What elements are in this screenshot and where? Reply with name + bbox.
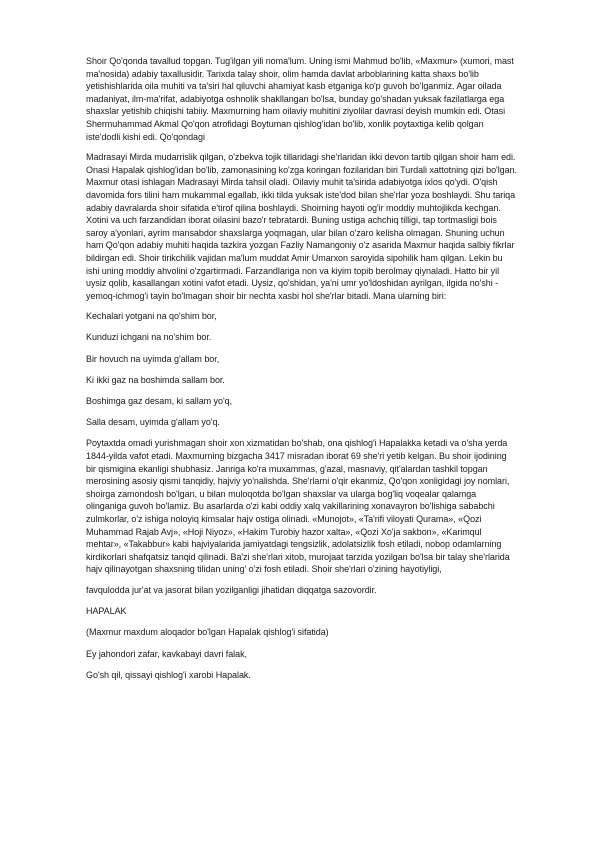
poem-line: Go'sh qil, qissayi qishlog'i xarobi Hapalak. [86, 669, 251, 680]
body-paragraph: Poytaxtda omadi yurishmagan shoir xon xizmatidan bo'shab, ona qishlog'i Hapalakka ketadi va o'sha yerda 1844-yilda vafot etadi. Maxmurning bizgacha 3417 misradan iborat 69 she'ri yetib kelgan. Bu shoir ijodining bir qismigina ekanligi shubhasiz. Janriga ko'ra muxammas, g'azal, masnaviy, qit'alardan tashkil topgan merosining asosiy qismi tanqidiy, hajviy yo'nalishda. She'rlarni o'qir ekanmiz, Qo'qon xonligidagi joy nomlari, shoirga zamondosh bo'lgan, u bilan muloqotda bo'lgan shaxslar va ularga bog'liq voqealar qalamga olinganiga guvoh bo'lamiz. Bu asarlarda o'zi kabi oddiy xalq vakillarining xonavayron bo'lishiga sababchi zulmkorlar, o'z ishiga noloyiq kimsalar hajv ostiga olinadi. «Munojot», «Ta'rifi viloyati Qurama», «Qozi Muhammad Rajab Avj», «Hoji Niyoz», «Hakim Turobiy hazor xalta», «Qozi Xo'ja sakbon», «Karimqul mehtar», «Takabbur» kabi hajviyalarida jamiyatdagi tengsizlik, adolatsizlik fosh etiladi, nobop odamlarning kirdikorlari shafqatsiz tanqid qilinadi. Ba'zi she'rlari xitob, murojaat tarzida yozilgan bo'lsa bir talay she'rlarida hajv qilinayotgan shaxsning tilidan uning' o'zi fosh etiladi. Shoir she'rlari o'zining hayotiyligi, [86, 438, 510, 575]
poem-line: Salla desam, uyimda g'allam yo'q. [86, 417, 220, 428]
poem-line: Kunduzi ichgani na no'shim bor. [86, 332, 212, 343]
section-subtitle: (Maxmur maxdum aloqador bo'lgan Hapalak qishlog'i sifatida) [86, 627, 329, 638]
document-page [86, 55, 518, 690]
body-paragraph: Madrasayi Mirda mudarrislik qilgan, o'zbekva tojik tillaridagi she'rlaridan ikki devon tartib qilgan shoir ham edi. Onasi Hapalak qishlog'idan bo'lib, zamonasining ko'zga koringan fozilaridan biri Turdali xattotning qizi bo'lgan. Maxmur otasi ishlagan Madrasayi Mirda tahsil oladi. Oilaviy muhit ta'sirida adabiyotga ixlos qo'ydi. O'qish davomida fors tilini ham mukammal egallab, ikki tilda yuksak iste'dod bilan she'rlar yoza boshlaydi. Shu tariqa adabiy davralarda shoir sifatida e'tirof qilina boshlaydi. Shoirning hayoti og'ir moddiy muhtojlikda kechgan. Xotini va uch farzandidan iborat oilasini bazo'r tebratardi. Buning ustiga achchiq tilligi, tap tortmasligi bois saroy a'yonlari, ayrim mansabdor shaxslarga yoqmagan, ular bilan o'zaro kelisha olmagan. Shuning uchun ham Qo'qon adabiy muhiti haqida tazkira yozgan Fazliy Namangoniy o'z asarida Maxmur haqida salbiy fikrlar bildirgan edi. Shoir tirikchilik vajidan ma'lum muddat Amir Umarxon saroyida sipohilik ham qilgan. Lekin bu ishi uning moddiy ahvolini o'zgartirmadi. Farzandlariga non va kiyim topib berolmay qiynaladi. Hatto bir yil uysiz qolib, kasallangan xotini vafot etadi. Uysiz, qo'shidan, ya'ni umr yo'ldoshidan ayrilgan, ilgida no'shi - yemoq-ichmog'i tayin bo'lmagan shoir bir nechta xasbi hol she'rlar bitadi. Mana ularning biri: [86, 152, 517, 301]
poem-line: Kechalari yotgani na qo'shim bor, [86, 311, 217, 322]
poem-line: Ey jahondori zafar, kavkabayi davri falak, [86, 648, 247, 659]
section-heading: HAPALAK [86, 606, 127, 617]
poem-line: Ki ikki gaz na boshimda sallam bor. [86, 374, 225, 385]
body-paragraph: favqulodda jur'at va jasorat bilan yozilganligi jihatidan diqqatga sazovordir. [86, 584, 377, 595]
body-paragraph: Shoir Qo'qonda tavallud topgan. Tug'ilgan yili noma'lum. Uning ismi Mahmud bo'lib, «Maxmur» (xumori, mast ma'nosida) adabiy taxallusidir. Tarixda talay shoir, olim hamda davlat arboblarining katta shaxs bo'lib yetishishlarida oila muhiti va ta'siri hal qiluvchi ahamiyat kasb etganiga ko'p guvoh bo'lganmiz. Agar oilada madaniyat, ilm-ma'rifat, adabiyotga oshnolik shakllangan bo'lsa, bunday go'shadan yuksak fazilatlarga ega shaxslar yetishib chiqishi tabiiy. Maxmurning ham oilaviy muhitini ziyolilar davrasi deyish mumkin edi. Otasi Shermuhammad Akmal Qo'qon atrofidagi Boytuman qishlog'idan bo'lib, xonlik poytaxtiga kelib qolgan iste'dodli kishi edi. Qo'qondagi [86, 56, 514, 142]
poem-line: Bir hovuch na uyimda g'allam bor, [86, 353, 220, 364]
poem-line: Boshimga gaz desam, ki sallam yo'q, [86, 396, 233, 407]
